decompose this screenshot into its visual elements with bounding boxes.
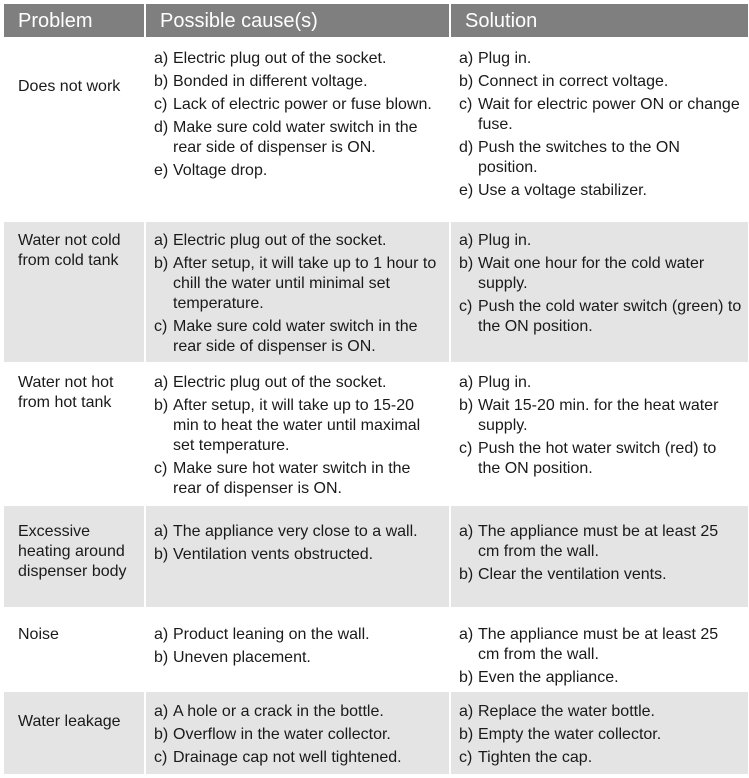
item-marker: b) [154, 397, 169, 414]
list-item [154, 72, 443, 92]
list-item [459, 138, 742, 178]
solutions-cell [451, 609, 748, 692]
item-text: Overflow in the water collector. [173, 726, 391, 743]
list-item [459, 95, 742, 135]
item-text: Ventilation vents obstructed. [173, 546, 374, 563]
causes-cell [146, 39, 451, 222]
causes-cell [146, 364, 451, 506]
list-item [154, 459, 443, 499]
causes-list [146, 49, 449, 181]
list-item [459, 181, 742, 201]
item-text: Clear the ventilation vents. [478, 566, 667, 583]
item-text: A hole or a crack in the bottle. [173, 703, 384, 720]
list-item [154, 396, 443, 456]
list-item [459, 668, 742, 688]
list-item [154, 725, 443, 745]
item-text: Even the appliance. [478, 669, 619, 686]
item-marker: d) [154, 119, 169, 136]
causes-list [146, 231, 449, 357]
list-item [154, 373, 443, 393]
list-item [154, 95, 443, 115]
solutions-cell [451, 364, 748, 506]
item-text: After setup, it will take up to 15-20 min to heat the water until maximal set temperature. [173, 397, 421, 454]
table-row [4, 692, 748, 776]
list-item [459, 231, 742, 251]
item-marker: a) [154, 703, 169, 720]
problem-cell: Water not hot from hot tank [4, 364, 146, 506]
item-marker: c) [459, 749, 473, 766]
causes-list [146, 702, 449, 768]
list-item [154, 748, 443, 768]
item-text: The appliance very close to a wall. [173, 523, 418, 540]
solutions-list [451, 373, 748, 479]
item-marker: c) [154, 460, 168, 477]
solutions-cell [451, 506, 748, 609]
causes-cell [146, 506, 451, 609]
table-row [4, 39, 748, 222]
list-item [459, 373, 742, 393]
item-text: Plug in. [478, 374, 532, 391]
list-item [154, 702, 443, 722]
item-marker: c) [154, 749, 168, 766]
item-marker: b) [154, 726, 169, 743]
solutions-cell [451, 39, 748, 222]
causes-cell [146, 609, 451, 692]
item-marker: b) [459, 397, 474, 414]
item-text: Voltage drop. [173, 162, 268, 179]
item-text: Lack of electric power or fuse blown. [173, 96, 432, 113]
problem-cell: Water leakage [4, 692, 146, 776]
item-text: Make sure cold water switch in the rear side of dispenser is ON. [173, 318, 418, 355]
list-item [459, 565, 742, 585]
list-item [459, 702, 742, 722]
item-text: Electric plug out of the socket. [173, 50, 387, 67]
item-text: Wait 15-20 min. for the heat water supply. [478, 397, 719, 434]
item-marker: b) [459, 566, 474, 583]
item-text: The appliance must be at least 25 cm from the wall. [478, 626, 719, 663]
solutions-cell [451, 222, 748, 364]
item-marker: b) [459, 669, 474, 686]
item-marker: b) [154, 73, 169, 90]
item-text: Electric plug out of the socket. [173, 232, 387, 249]
item-marker: e) [154, 162, 169, 179]
item-marker: b) [459, 726, 474, 743]
item-marker: a) [459, 232, 474, 249]
item-marker: a) [459, 374, 474, 391]
problem-cell: Does not work [4, 39, 146, 222]
item-text: Tighten the cap. [478, 749, 593, 766]
item-text: Push the cold water switch (green) to the ON position. [478, 298, 742, 335]
problem-cell: Excessive heating around dispenser body [4, 506, 146, 609]
item-text: Drainage cap not well tightened. [173, 749, 402, 766]
table-row [4, 222, 748, 364]
causes-cell [146, 692, 451, 776]
table-row [4, 609, 748, 692]
item-marker: a) [154, 626, 169, 643]
solutions-list [451, 625, 748, 688]
list-item [154, 254, 443, 314]
item-text: Electric plug out of the socket. [173, 374, 387, 391]
solutions-cell [451, 692, 748, 776]
item-marker: c) [459, 298, 473, 315]
item-text: Empty the water collector. [478, 726, 662, 743]
item-text: The appliance must be at least 25 cm from the wall. [478, 523, 719, 560]
item-text: Use a voltage stabilizer. [478, 182, 647, 199]
causes-list [146, 522, 449, 565]
list-item [459, 297, 742, 337]
list-item [154, 625, 443, 645]
list-item [154, 522, 443, 542]
item-marker: b) [154, 546, 169, 563]
item-marker: a) [459, 703, 474, 720]
item-marker: b) [459, 73, 474, 90]
table-row [4, 364, 748, 506]
causes-list [146, 373, 449, 499]
item-text: Uneven placement. [173, 649, 311, 666]
item-marker: a) [459, 626, 474, 643]
troubleshooting-table [4, 4, 748, 776]
item-marker: e) [459, 182, 474, 199]
item-marker: b) [154, 255, 169, 272]
list-item [459, 254, 742, 294]
list-item [154, 231, 443, 251]
item-marker: a) [459, 50, 474, 67]
list-item [154, 545, 443, 565]
list-item [459, 725, 742, 745]
list-item [154, 161, 443, 181]
item-marker: a) [154, 374, 169, 391]
item-marker: a) [154, 523, 169, 540]
item-text: Bonded in different voltage. [173, 73, 368, 90]
item-marker: c) [459, 96, 473, 113]
item-text: Wait for electric power ON or change fuse. [478, 96, 740, 133]
item-text: Plug in. [478, 232, 532, 249]
solutions-list [451, 702, 748, 768]
item-marker: c) [154, 96, 168, 113]
header-possible-causes: Possible cause(s) [146, 4, 451, 39]
list-item [459, 625, 742, 665]
list-item [459, 439, 742, 479]
item-text: Connect in correct voltage. [478, 73, 669, 90]
item-text: Make sure cold water switch in the rear side of dispenser is ON. [173, 119, 418, 156]
causes-cell [146, 222, 451, 364]
list-item [459, 748, 742, 768]
item-marker: a) [154, 50, 169, 67]
item-text: Push the switches to the ON position. [478, 139, 680, 176]
table-row [4, 506, 748, 609]
item-marker: d) [459, 139, 474, 156]
list-item [154, 317, 443, 357]
problem-cell: Water not cold from cold tank [4, 222, 146, 364]
header-problem: Problem [4, 4, 146, 39]
header-solution: Solution [451, 4, 748, 39]
solutions-list [451, 49, 748, 201]
item-marker: b) [154, 649, 169, 666]
table-header [4, 4, 748, 39]
item-text: Product leaning on the wall. [173, 626, 370, 643]
solutions-list [451, 522, 748, 585]
item-text: Make sure hot water switch in the rear of dispenser is ON. [173, 460, 411, 497]
item-marker: a) [459, 523, 474, 540]
problem-cell: Noise [4, 609, 146, 692]
item-marker: c) [459, 440, 473, 457]
list-item [154, 118, 443, 158]
item-text: Plug in. [478, 50, 532, 67]
item-text: Push the hot water switch (red) to the ON position. [478, 440, 717, 477]
list-item [459, 522, 742, 562]
list-item [459, 396, 742, 436]
item-text: After setup, it will take up to 1 hour to chill the water until minimal set temperature. [173, 255, 437, 312]
list-item [459, 49, 742, 69]
item-text: Wait one hour for the cold water supply. [478, 255, 705, 292]
item-marker: b) [459, 255, 474, 272]
list-item [154, 49, 443, 69]
item-marker: a) [154, 232, 169, 249]
item-text: Replace the water bottle. [478, 703, 655, 720]
list-item [459, 72, 742, 92]
solutions-list [451, 231, 748, 337]
list-item [154, 648, 443, 668]
causes-list [146, 625, 449, 668]
item-marker: c) [154, 318, 168, 335]
